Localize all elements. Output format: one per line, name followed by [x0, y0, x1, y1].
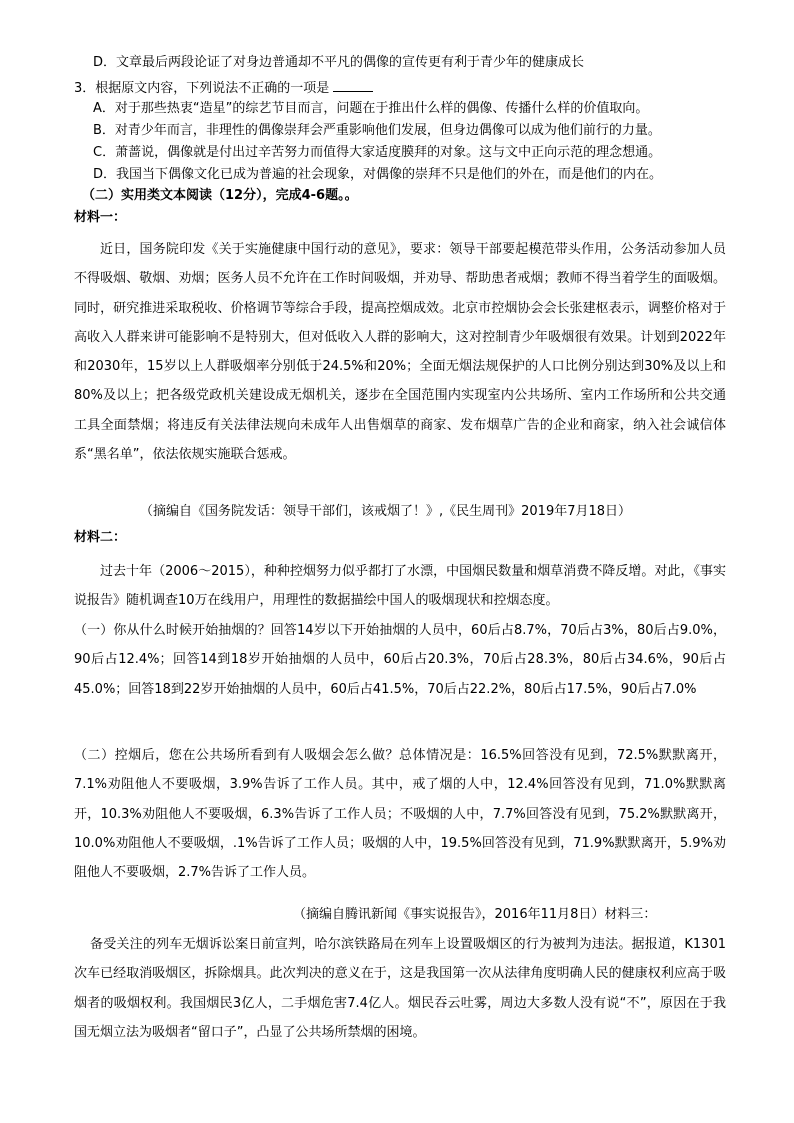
q3-option-b: B．对青少年而言，非理性的偶像崇拜会严重影响他们发展，但身边偶像可以成为他们前行的力量。 [93, 123, 661, 138]
material2-label: 材料二： [74, 530, 127, 545]
material2-intro: 过去十年（2006～2015），种种控烟努力似乎都打了水漂，中国烟民数量和烟草消费不降反增。对此，《事实说报告》随机调查10万在线用户，用理性的数据描绘中国人的吸烟现状和控烟态度。 [74, 564, 726, 609]
q3-stem: 3．根据原文内容，下列说法不正确的一项是 [74, 79, 373, 97]
material3-text: 备受关注的列车无烟诉讼案日前宣判，哈尔滨铁路局在列车上设置吸烟区的行为被判为违法。据报道，K1301次车已经取消吸烟区，拆除烟具。此次判决的意义在于，这是我国第一次从法律角度明确人民的健康权利应高于吸烟者的吸烟权利。我国烟民3亿人，二手烟危害7.4亿人。烟民吞云吐雾，周边大多数人没有说“不”，原因在于我国无烟立法为吸烟者“留口子”，凸显了公共场所禁烟的困境。 [74, 937, 726, 1040]
material1-label: 材料一： [74, 210, 127, 225]
answer-blank [333, 79, 373, 92]
q3-option-a: A．对于那些热衷“造星”的综艺节目而言，问题在于推出什么样的偶像、传播什么样的价值取向。 [93, 101, 649, 116]
q3-option-c: C．萧蔷说，偶像就是付出过辛苦努力而值得大家适度膜拜的对象。这与文中正向示范的理念想通。 [93, 145, 662, 160]
material1-source: （摘编自《国务院发话：领导干部们，该戒烟了！》,《民生周刊》2019年7月18日） [140, 504, 632, 519]
q2-option-d: D．文章最后两段论证了对身边普通却不平凡的偶像的宣传更有利于青少年的健康成长 [93, 55, 585, 70]
q3-option-d: D．我国当下偶像文化已成为普遍的社会现象，对偶像的崇拜不只是他们的外在，而是他们的内在。 [93, 167, 663, 182]
material1-text: 近日，国务院印发《关于实施健康中国行动的意见》，要求：领导干部要起模范带头作用，公务活动参加人员不得吸烟、敬烟、劝烟；医务人员不允许在工作时间吸烟，并劝导、帮助患者戒烟；教师不得当着学生的面吸烟。同时，研究推进采取税收、价格调节等综合手段，提高控烟成效。北京市控烟协会会长张建枢表示，调整价格对于高收入人群来讲可能影响不是特别大，但对低收入人群的影响大，这对控制青少年吸烟很有效果。计划到2022年和2030年，15岁以上人群吸烟率分别低于24.5%和20%；全面无烟法规保护的人口比例分别达到30%及以上和80%及以上；把各级党政机关建设成无烟机关，逐步在全国范围内实现室内公共场所、室内工作场所和公共交通工具全面禁烟；将违反有关法律法规向未成年人出售烟草的商家、发布烟草广告的企业和商家，纳入社会诚信体系“黑名单”，依法依规实施联合惩戒。 [74, 242, 726, 463]
material2-part2: （二）控烟后，您在公共场所看到有人吸烟会怎么做？总体情况是：16.5%回答没有见到，72.5%默默离开，7.1%劝阻他人不要吸烟，3.9%告诉了工作人员。其中，戒了烟的人中，12.4%回答没有见到，71.0%默默离开，10.3%劝阻他人不要吸烟，6.3%告诉了工作人员；不吸烟的人中，7.7%回答没有见到，75.2%默默离开，10.0%劝阻他人不要吸烟，.1%告诉了工作人员；吸烟的人中，19.5%回答没有见到，71.9%默默离开，5.9%劝阻他人不要吸烟，2.7%告诉了工作人员。 [74, 748, 726, 881]
material2-source: （摘编自腾讯新闻《事实说报告》，2016年11月8日）材料三： [293, 907, 657, 922]
section-heading: （二）实用类文本阅读（12分），完成4-6题。。 [82, 188, 358, 203]
material2-part1: （一）你从什么时候开始抽烟的？回答14岁以下开始抽烟的人员中，60后占8.7%，70后占3%，80后占9.0%，90后占12.4%；回答14到18岁开始抽烟的人员中，60后占20.3%，70后占28.3%，80后占34.6%，90后占45.0%；回答18到22岁开始抽烟的人员中，60后占41.5%，70后占22.2%，80后占17.5%，90后占7.0% [74, 623, 726, 697]
